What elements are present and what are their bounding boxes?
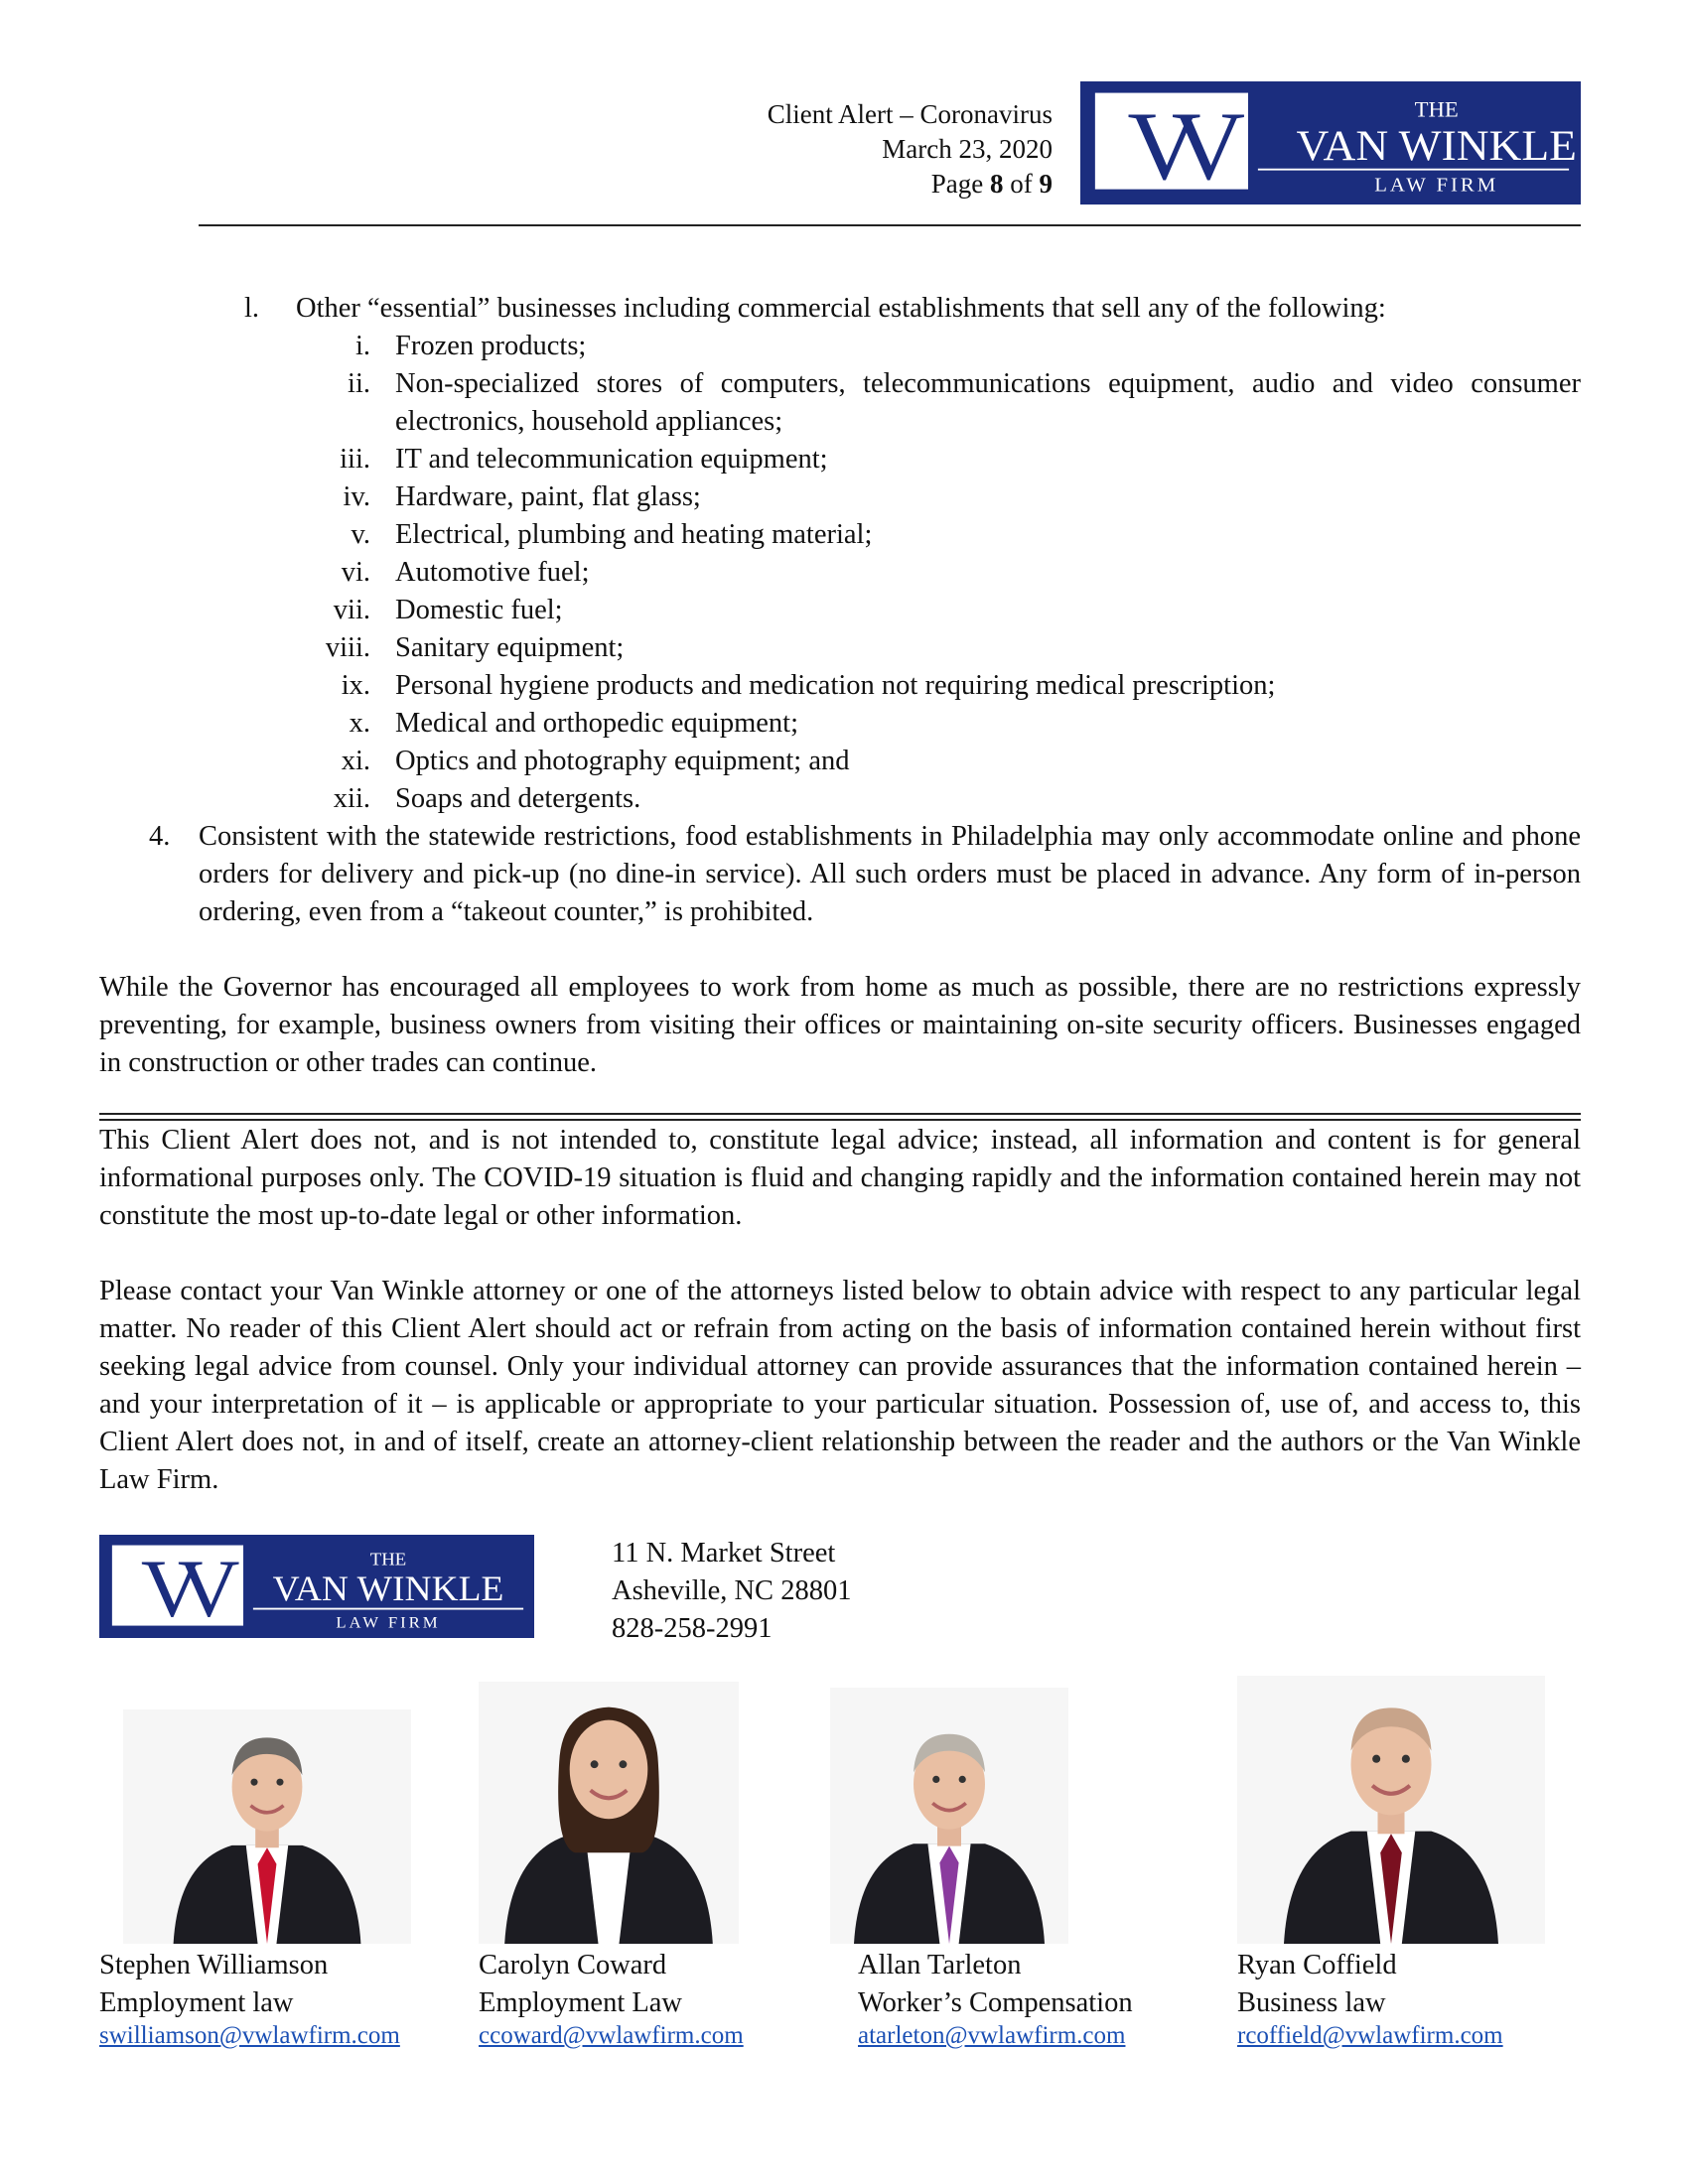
attorney-name: Allan Tarleton [858, 1950, 1022, 1980]
list-item-text: Optics and photography equipment; and [395, 746, 850, 776]
list-item-number: iii. [340, 444, 370, 475]
attorney-email-link[interactable]: atarleton@vwlawfirm.com [858, 2022, 1126, 2049]
attorney-practice: Employment Law [479, 1987, 682, 2018]
contact-paragraph: Please contact your Van Winkle attorney or one of the attorneys listed below to obtain advice with respect to any particular legal matter. No reader of this Client Alert should act or refrain from acting on the basis of information contained herein without first seeking legal advice from counsel. Only your individual attorney can provide assurances that the information contained herein – and your interpretation of it – is applicable or appropriate to your particular situation. Possession of, use of, and access to, this Client Alert does not, in and of itself, create an attorney-client relationship between the reader and the authors or the Van Winkle Law Firm. [99, 1276, 1581, 1495]
attorney-photo [1237, 1676, 1545, 1944]
footer-logo-line3: LAW FIRM [336, 1612, 441, 1632]
list-item-number: vii. [333, 595, 370, 625]
svg-text:VV: VV [140, 1543, 214, 1635]
attorney-card [1237, 1947, 1615, 2050]
list-item-text: Sanitary equipment; [395, 632, 625, 663]
attorney-name: Ryan Coffield [1237, 1950, 1397, 1980]
list-l-text: Other “essential” businesses including commercial establishments that sell any of the following: [296, 293, 1386, 324]
page-indicator: Page 8 of 9 [930, 169, 1053, 199]
attorney-card [858, 1947, 1235, 2050]
list-item-text: Domestic fuel; [395, 595, 563, 625]
attorney-name: Carolyn Coward [479, 1950, 667, 1980]
attorney-card [99, 1947, 477, 2050]
list-item-number: v. [351, 519, 370, 550]
list-marker-l: l. [244, 293, 260, 324]
essential-goods-list [0, 328, 1688, 824]
list-item-number: xii. [333, 783, 370, 814]
page-current: 8 [990, 169, 1004, 199]
attorney-photo [123, 1709, 411, 1944]
logo-line2: VAN WINKLE [1296, 120, 1577, 170]
attorney-email-link[interactable]: rcoffield@vwlawfirm.com [1237, 2022, 1503, 2049]
address-city: Asheville, NC 28801 [612, 1575, 852, 1606]
list-item-text: IT and telecommunication equipment; [395, 444, 828, 475]
firm-address [612, 1535, 851, 1648]
address-phone: 828-258-2991 [612, 1613, 773, 1644]
attorney-photo [479, 1682, 739, 1944]
governor-paragraph: While the Governor has encouraged all employees to work from home as much as possible, there are no restrictions expressly preventing, for example, business owners from visiting their offices or maintaining on-site security officers. Businesses engaged in construction or other trades can continue. [99, 972, 1581, 1078]
list-item-text: Hardware, paint, flat glass; [395, 481, 701, 512]
attorney-email-link[interactable]: swilliamson@vwlawfirm.com [99, 2022, 400, 2049]
alert-date: March 23, 2020 [882, 134, 1053, 164]
header-logo [1080, 81, 1581, 205]
alert-title: Client Alert – Coronavirus [767, 99, 1053, 129]
header-info [596, 97, 1053, 202]
footer-logo-line1: THE [369, 1549, 407, 1570]
list-item-number: iv. [343, 481, 370, 512]
attorney-practice: Employment law [99, 1987, 294, 2018]
section-divider [99, 1113, 1581, 1121]
list-item-number: i. [354, 331, 370, 361]
list-item-text: Electrical, plumbing and heating material; [395, 519, 873, 550]
list-item-number: vi. [341, 557, 370, 588]
logo-line3: LAW FIRM [1374, 174, 1499, 197]
svg-text:VV: VV [1127, 90, 1216, 201]
attorney-practice: Worker’s Compensation [858, 1987, 1133, 2018]
address-street: 11 N. Market Street [612, 1538, 836, 1569]
list-item-number: ii. [348, 368, 370, 399]
footer-logo-line2: VAN WINKLE [272, 1568, 504, 1608]
attorney-email-link[interactable]: ccoward@vwlawfirm.com [479, 2022, 744, 2049]
list-item-text: Personal hygiene products and medication not requiring medical prescription; [395, 670, 1276, 701]
list-item-number: viii. [325, 632, 370, 663]
list-item-text: Medical and orthopedic equipment; [395, 708, 798, 739]
item-4-text: Consistent with the statewide restrictions, food establishments in Philadelphia may only accommodate online and phone orders for delivery and pick-up (no dine-in service). All such orders must be placed in advance. Any form of in-person ordering, even from a “takeout counter,” is prohibited. [199, 821, 1581, 927]
page-total: 9 [1039, 169, 1053, 199]
list-item-text: Frozen products; [395, 331, 587, 361]
attorney-name: Stephen Williamson [99, 1950, 329, 1980]
list-item-text: Soaps and detergents. [395, 783, 641, 814]
list-marker-4: 4. [149, 821, 171, 852]
disclaimer-paragraph: This Client Alert does not, and is not intended to, constitute legal advice; instead, all information and content is for general informational purposes only. The COVID-19 situation is fluid and changing rapidly and the information contained herein may not constitute the most up-to-date legal or other information. [99, 1125, 1581, 1231]
list-item-text: Non-specialized stores of computers, telecommunications equipment, audio and video consumer electronics, household appliances; [395, 368, 1581, 437]
list-item-number: x. [349, 708, 370, 739]
attorney-practice: Business law [1237, 1987, 1386, 2018]
list-item-text: Automotive fuel; [395, 557, 590, 588]
list-item-number: ix. [341, 670, 370, 701]
attorney-card [479, 1947, 856, 2050]
list-item-number: xi. [341, 746, 370, 776]
footer-logo [99, 1535, 534, 1638]
header-divider [199, 224, 1581, 226]
logo-line1: THE [1414, 96, 1459, 122]
attorney-photo [830, 1688, 1068, 1944]
